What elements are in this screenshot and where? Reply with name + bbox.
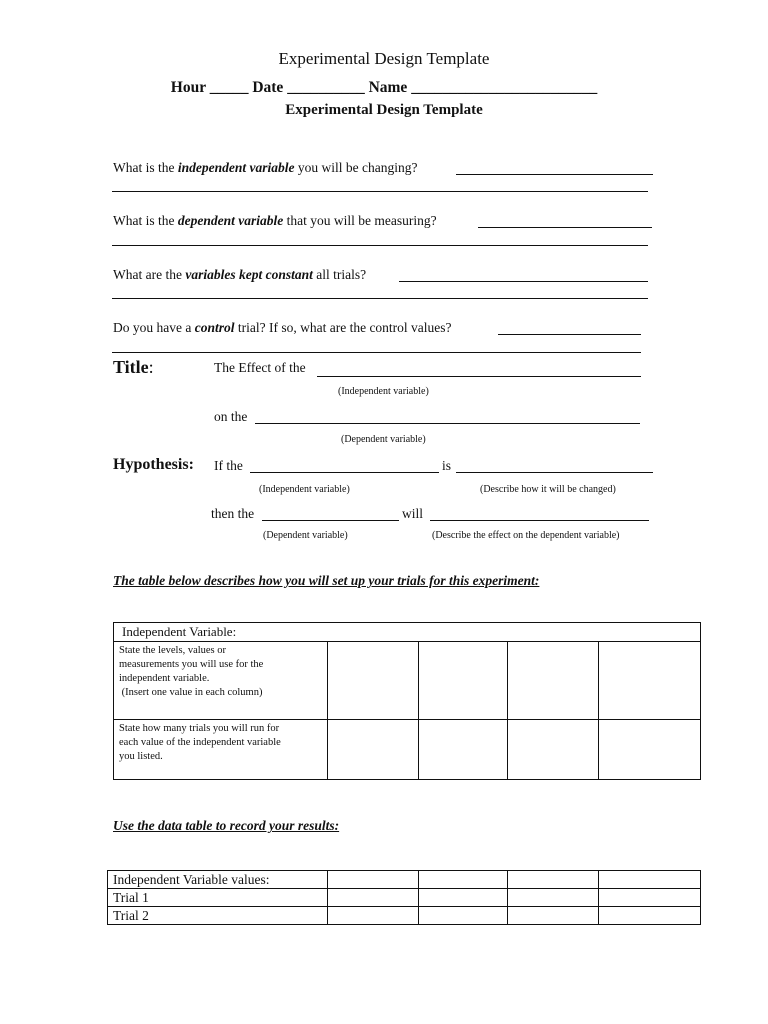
question-control: [113, 320, 452, 336]
question-emphasis: control: [194, 320, 235, 335]
level-value-cell[interactable]: [508, 642, 599, 720]
if-the-text: If the: [214, 458, 243, 473]
question-dependent: [113, 213, 437, 229]
date-field[interactable]: Date __________: [252, 79, 365, 96]
levels-line: State the levels, values or: [119, 645, 227, 656]
question-text: What is the: [113, 160, 178, 175]
hyp-effect-line[interactable]: [430, 520, 649, 521]
question-text: all trials?: [312, 267, 367, 282]
name-field[interactable]: Name ________________________: [368, 79, 598, 96]
answer-line[interactable]: [399, 281, 648, 282]
answer-line[interactable]: [478, 227, 652, 228]
hypothesis-label: Hypothesis:: [113, 456, 194, 473]
levels-line: measurements you will use for the: [119, 659, 264, 670]
question-constant: [113, 267, 366, 283]
results-row: [108, 889, 701, 907]
hyp-change-caption: (Describe how it will be changed): [480, 484, 616, 495]
level-value-cell[interactable]: [327, 642, 418, 720]
title-label: [113, 357, 154, 378]
header-fields: [0, 79, 768, 97]
results-row-label: Trial 1: [108, 889, 328, 907]
on-the-text: on the: [214, 409, 248, 424]
results-row-label: Independent Variable values:: [108, 871, 328, 889]
results-cell[interactable]: [508, 907, 599, 925]
hyp-indep-line[interactable]: [250, 472, 439, 473]
results-cell[interactable]: [599, 871, 701, 889]
question-text: Do you have a: [113, 320, 195, 335]
hyp-effect-caption: (Describe the effect on the dependent variable): [432, 530, 620, 541]
answer-line[interactable]: [498, 334, 641, 335]
title-colon: :: [148, 357, 154, 377]
document-subtitle: Experimental Design Template: [285, 102, 483, 118]
trials-count-line: each value of the independent variable: [119, 737, 281, 748]
trials-table-header: Independent Variable:: [114, 623, 701, 642]
answer-line[interactable]: [112, 352, 641, 353]
title-dep-caption: (Dependent variable): [341, 434, 426, 445]
results-cell[interactable]: [599, 907, 701, 925]
results-cell[interactable]: [508, 889, 599, 907]
effect-of-text: The Effect of the: [214, 360, 306, 375]
trials-count-cell[interactable]: [599, 720, 701, 780]
hyp-dep-caption: (Dependent variable): [263, 530, 348, 541]
results-cell[interactable]: [418, 907, 508, 925]
question-text: trial? If so, what are the control values?: [234, 320, 452, 335]
levels-description: [114, 642, 328, 720]
title-indep-line[interactable]: [317, 376, 641, 377]
is-text: is: [442, 458, 452, 473]
results-row: [108, 907, 701, 925]
title-indep-caption: (Independent variable): [338, 386, 429, 397]
answer-line[interactable]: [456, 174, 653, 175]
answer-line[interactable]: [112, 245, 648, 246]
level-value-cell[interactable]: [418, 642, 508, 720]
title-dep-line[interactable]: [255, 423, 640, 424]
hyp-change-line[interactable]: [456, 472, 653, 473]
trials-count-cell[interactable]: [508, 720, 599, 780]
results-intro: Use the data table to record your results:: [113, 818, 340, 833]
levels-line: (Insert one value in each column): [119, 687, 263, 698]
question-independent: [113, 160, 417, 176]
answer-line[interactable]: [112, 191, 648, 192]
question-text: What are the: [113, 267, 186, 282]
document-title: Experimental Design Template: [278, 49, 490, 68]
hyp-dep-line[interactable]: [262, 520, 399, 521]
results-cell[interactable]: [327, 871, 418, 889]
hour-field[interactable]: Hour _____: [170, 79, 249, 96]
answer-line[interactable]: [112, 298, 648, 299]
question-emphasis: variables kept constant: [185, 267, 313, 282]
results-table: [107, 870, 701, 925]
title-label-text: Title: [113, 357, 149, 377]
trials-count-line: you listed.: [119, 751, 163, 762]
question-text: What is the: [113, 213, 178, 228]
question-emphasis: dependent variable: [177, 213, 284, 228]
results-row-label: Trial 2: [108, 907, 328, 925]
hyp-indep-caption: (Independent variable): [259, 484, 350, 495]
results-cell[interactable]: [327, 907, 418, 925]
trials-table: [113, 622, 701, 780]
results-cell[interactable]: [508, 871, 599, 889]
question-emphasis: independent variable: [177, 160, 295, 175]
level-value-cell[interactable]: [599, 642, 701, 720]
results-cell[interactable]: [418, 871, 508, 889]
trials-count-cell[interactable]: [327, 720, 418, 780]
question-text: you will be changing?: [294, 160, 418, 175]
then-the-text: then the: [211, 506, 255, 521]
results-row: [108, 871, 701, 889]
results-cell[interactable]: [327, 889, 418, 907]
results-cell[interactable]: [418, 889, 508, 907]
will-text: will: [402, 506, 424, 521]
trials-count-description: [114, 720, 328, 780]
trials-count-cell[interactable]: [418, 720, 508, 780]
question-text: that you will be measuring?: [283, 213, 437, 228]
results-cell[interactable]: [599, 889, 701, 907]
levels-line: independent variable.: [119, 673, 210, 684]
trials-count-line: State how many trials you will run for: [119, 723, 280, 734]
trials-intro: The table below describes how you will set up your trials for this experiment:: [113, 573, 540, 588]
